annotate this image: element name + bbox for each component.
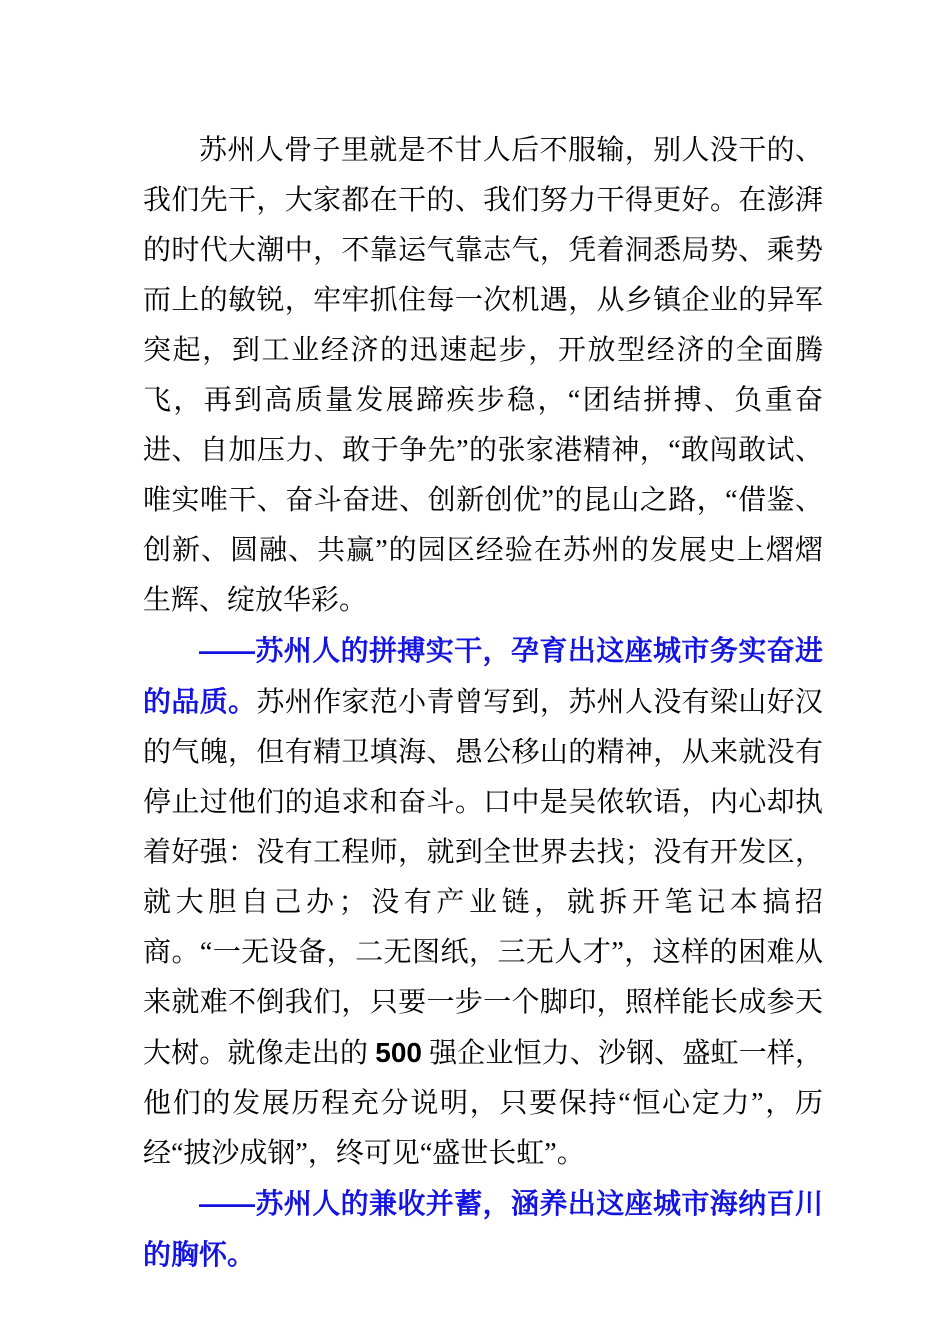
lead-in-emphasis-jianshou: ——苏州人的兼收并蓄，涵养出这座城市海纳百川的胸怀。 <box>143 1188 823 1270</box>
paragraph-suzhou-spirit <box>143 126 823 626</box>
paragraph-jianshou-bingxu <box>143 1179 823 1281</box>
number-500: 500 <box>375 1037 422 1068</box>
paragraph-suzhou-spirit-text: 苏州人骨子里就是不甘人后不服输，别人没干的、我们先干，大家都在干的、我们努力干得更好。在澎湃的时代大潮中，不靠运气靠志气，凭着洞悉局势、乘势而上的敏锐，牢牢抓住每一次机遇，从乡镇企业的异军突起，到工业经济的迅速起步，开放型经济的全面腾飞，再到高质量发展蹄疾步稳，“团结拼搏、负重奋进、自加压力、敢于争先”的张家港精神，“敢闯敢试、唯实唯干、奋斗奋进、创新创优”的昆山之路，“借鉴、创新、圆融、共赢”的园区经验在苏州的发展史上熠熠生辉、绽放华彩。 <box>143 135 823 616</box>
paragraph-pinbo-shigan <box>143 626 823 1179</box>
lead-in-emphasis-pinbo: ——苏州人的拼搏实干，孕育出这座城市务实奋进的品质。 <box>143 635 823 717</box>
paragraph-pinbo-body-text-1: 苏州作家范小青曾写到，苏州人没有梁山好汉的气魄，但有精卫填海、愚公移山的精神，从来就没有停止过他们的追求和奋斗。口中是吴侬软语，内心却执着好强：没有工程师，就到全世界去找；没有开发区，就大胆自己办；没有产业链，就拆开笔记本搞招商。“一无设备，二无图纸，三无人才”，这样的困难从来就难不倒我们，只要一步一个脚印，照样能长成参天大树。就像走出的 <box>143 687 823 1069</box>
paragraph-pinbo-body-text-2: 强企业恒力、沙钢、盛虹一样，他们的发展历程充分说明，只要保持“恒心定力”，历经“披沙成钢”，终可见“盛世长虹”。 <box>143 1038 823 1169</box>
